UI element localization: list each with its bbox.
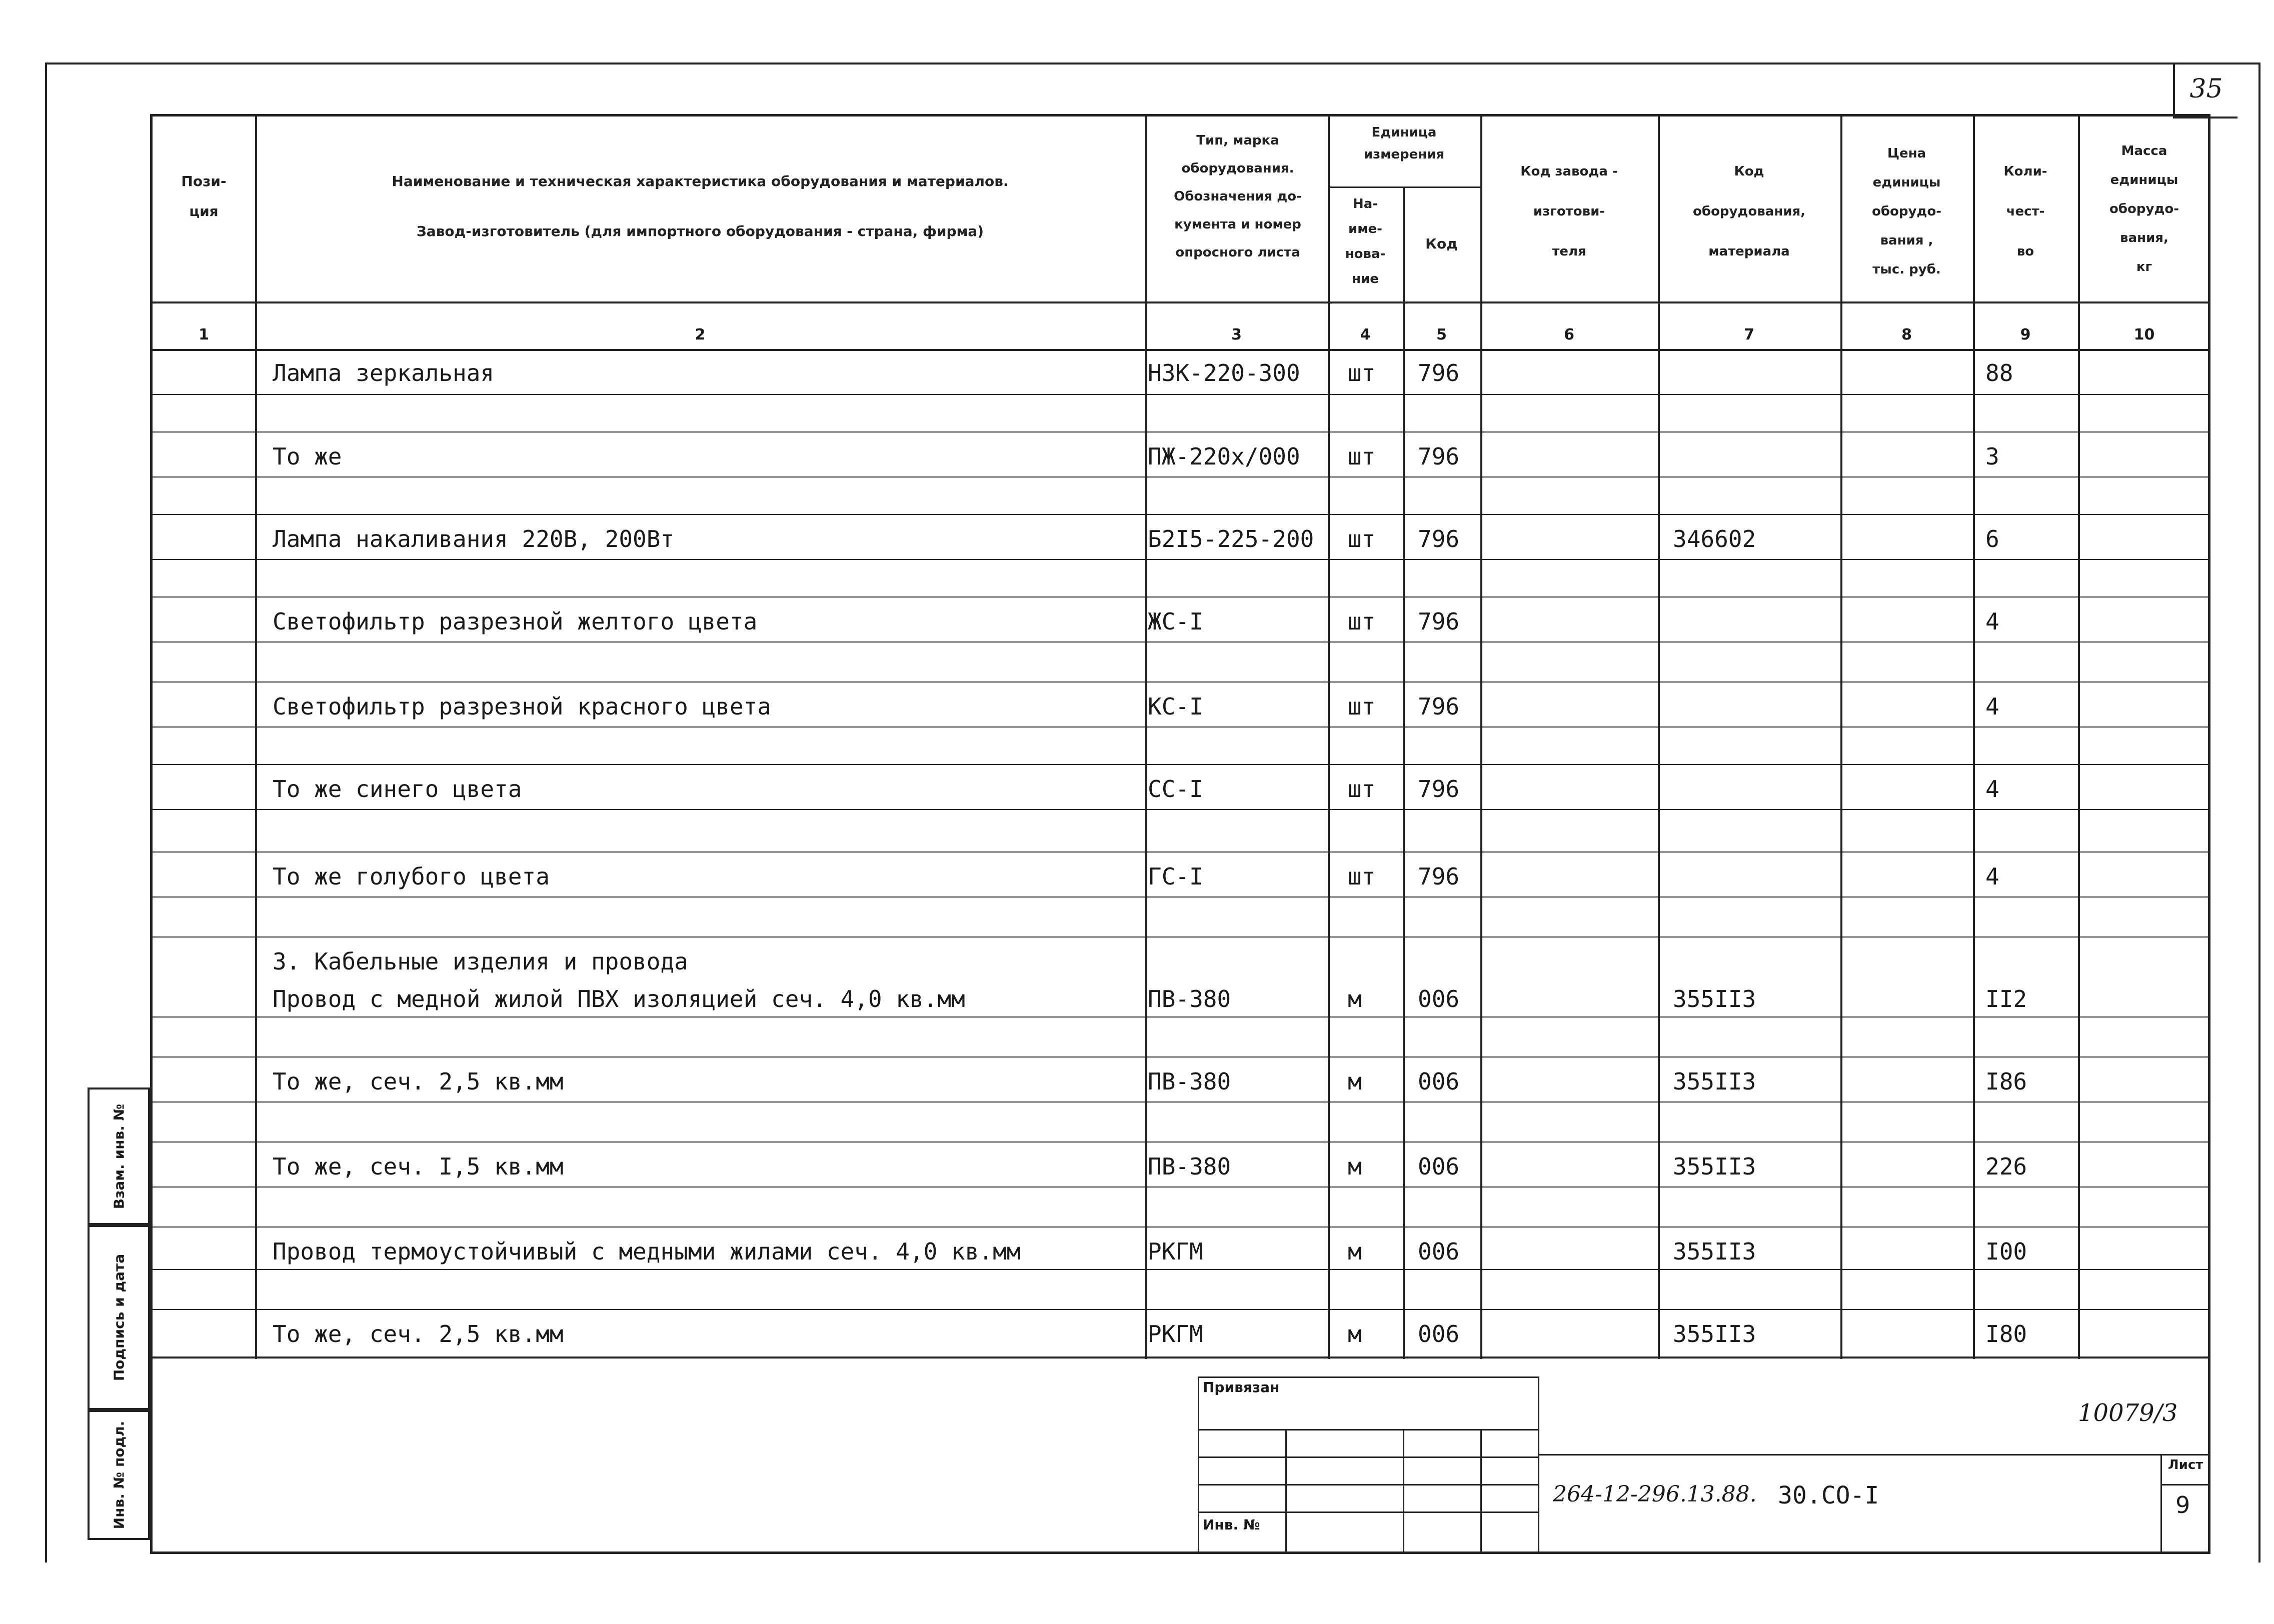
specification-table bbox=[150, 114, 2210, 1554]
header-col5: Код bbox=[1425, 236, 1458, 252]
side-podpis-block bbox=[88, 1225, 150, 1410]
col-number-10: 10 bbox=[2133, 326, 2155, 344]
item-type: ПВ-380 bbox=[1148, 986, 1231, 1012]
item-code: 006 bbox=[1418, 1238, 1460, 1265]
item-name: То же голубого цвета bbox=[273, 863, 550, 890]
header-col3: Тип, марка оборудования. Обозначения до- кумента и номер опросного листа bbox=[1174, 133, 1302, 260]
item-type: РКГМ bbox=[1148, 1320, 1203, 1348]
item-qty: 3 bbox=[1985, 443, 1999, 470]
item-unit: м bbox=[1348, 1320, 1362, 1348]
header-col6: Код завода - изготови- теля bbox=[1520, 164, 1618, 259]
item-name: То же синего цвета bbox=[273, 776, 522, 802]
item-code: 796 bbox=[1418, 608, 1460, 635]
col-number-3: 3 bbox=[1231, 326, 1242, 344]
item-type: ГС-I bbox=[1148, 863, 1203, 890]
item-unit: шт bbox=[1348, 776, 1376, 802]
header-col4: На- име- нова- ние bbox=[1345, 196, 1386, 286]
item-name: Лампа зеркальная bbox=[273, 360, 495, 386]
side-inv-podl-label: Инв. № подл. bbox=[111, 1420, 127, 1530]
col-number-6: 6 bbox=[1564, 326, 1574, 344]
item-unit: шт bbox=[1348, 693, 1376, 720]
item-qty: 4 bbox=[1985, 608, 1999, 635]
stamp-handwritten-no: 10079/3 bbox=[2078, 1399, 2178, 1427]
item-name: То же, сеч. 2,5 кв.мм bbox=[273, 1320, 564, 1348]
side-vzam-block bbox=[88, 1088, 150, 1225]
item-code: 006 bbox=[1418, 1320, 1460, 1348]
header-col1: Пози- ция bbox=[181, 173, 227, 220]
item-unit: шт bbox=[1348, 863, 1376, 890]
item-code: 006 bbox=[1418, 1068, 1460, 1095]
side-inv-podl-block bbox=[88, 1410, 150, 1540]
stamp-inv-no: Инв. № bbox=[1203, 1516, 1260, 1533]
sheet-corner-number: 35 bbox=[2173, 64, 2237, 118]
header-col7: Код оборудования, материала bbox=[1692, 164, 1806, 259]
col-number-1: 1 bbox=[199, 326, 209, 344]
item-name: Провод термоустойчивый с медными жилами сеч. 4,0 кв.мм bbox=[273, 1238, 1021, 1265]
header-col2: Наименование и техническая характеристика оборудования и материалов. Завод-изготовитель (для импортного оборудования - страна, фирма) bbox=[392, 173, 1009, 240]
item-unit: м bbox=[1348, 986, 1362, 1012]
item-name: Светофильтр разрезной желтого цвета bbox=[273, 608, 758, 635]
header-col10: Масса единицы оборудо- вания, кг bbox=[2109, 144, 2179, 274]
item-name: То же, сеч. 2,5 кв.мм bbox=[273, 1068, 564, 1095]
item-type: ПВ-380 bbox=[1148, 1153, 1231, 1180]
item-qty: 4 bbox=[1985, 776, 1999, 802]
stamp-sheet-value: 9 bbox=[2175, 1492, 2190, 1518]
item-qty: 226 bbox=[1985, 1153, 2027, 1180]
item-qty: 88 bbox=[1985, 360, 2013, 386]
item-code: 796 bbox=[1418, 863, 1460, 890]
item-name: Провод с медной жилой ПВХ изоляцией сеч. 4,0 кв.мм bbox=[273, 986, 965, 1012]
item-type: ЖС-I bbox=[1148, 608, 1203, 635]
stamp-sheet-label: Лист bbox=[2168, 1458, 2203, 1472]
col-number-4: 4 bbox=[1360, 326, 1371, 344]
header-col9: Коли- чест- во bbox=[2003, 164, 2047, 259]
stamp-designation: 30.СО-I bbox=[1778, 1482, 1879, 1510]
item-name: Светофильтр разрезной красного цвета bbox=[273, 693, 771, 720]
item-qty: 6 bbox=[1985, 526, 1999, 552]
item-code: 006 bbox=[1418, 986, 1460, 1012]
item-qty: 4 bbox=[1985, 693, 1999, 720]
item-type: НЗК-220-300 bbox=[1148, 360, 1300, 386]
item-unit: шт bbox=[1348, 443, 1376, 470]
item-qty: II2 bbox=[1985, 986, 2027, 1012]
item-code: 796 bbox=[1418, 360, 1460, 386]
col-number-2: 2 bbox=[695, 326, 706, 344]
stamp-designation-handwritten: 264-12-296.13.88. bbox=[1553, 1482, 1757, 1507]
item-type: Б2I5-225-200 bbox=[1148, 526, 1314, 552]
item-qty: I86 bbox=[1985, 1068, 2027, 1095]
col-number-7: 7 bbox=[1744, 326, 1754, 344]
item-material-code: 355II3 bbox=[1673, 1238, 1756, 1265]
item-code: 796 bbox=[1418, 526, 1460, 552]
stamp-privyazan: Привязан bbox=[1203, 1379, 1280, 1396]
header-col45-top: Единица измерения bbox=[1363, 125, 1445, 162]
item-code: 006 bbox=[1418, 1153, 1460, 1180]
item-unit: м bbox=[1348, 1153, 1362, 1180]
item-material-code: 346602 bbox=[1673, 526, 1756, 552]
header-col8: Цена единицы оборудо- вания , тыс. руб. bbox=[1871, 146, 1942, 277]
side-vzam-label: Взам. инв. № bbox=[111, 1104, 127, 1209]
item-material-code: 355II3 bbox=[1673, 1068, 1756, 1095]
item-unit: шт bbox=[1348, 608, 1376, 635]
item-type: ПЖ-220х/000 bbox=[1148, 443, 1300, 470]
item-type: КС-I bbox=[1148, 693, 1203, 720]
item-qty: 4 bbox=[1985, 863, 1999, 890]
item-name: То же, сеч. I,5 кв.мм bbox=[273, 1153, 564, 1180]
item-unit: шт bbox=[1348, 360, 1376, 386]
col-number-9: 9 bbox=[2020, 326, 2031, 344]
item-unit: м bbox=[1348, 1068, 1362, 1095]
item-type: РКГМ bbox=[1148, 1238, 1203, 1265]
item-code: 796 bbox=[1418, 693, 1460, 720]
item-unit: м bbox=[1348, 1238, 1362, 1265]
item-material-code: 355II3 bbox=[1673, 986, 1756, 1012]
item-code: 796 bbox=[1418, 776, 1460, 802]
item-name: Лампа накаливания 220В, 200Вт bbox=[273, 526, 675, 552]
item-type: СС-I bbox=[1148, 776, 1203, 802]
col-number-8: 8 bbox=[1901, 326, 1912, 344]
item-name: 3. Кабельные изделия и провода bbox=[273, 948, 688, 975]
item-type: ПВ-380 bbox=[1148, 1068, 1231, 1095]
item-unit: шт bbox=[1348, 526, 1376, 552]
item-qty: I80 bbox=[1985, 1320, 2027, 1348]
item-name: То же bbox=[273, 443, 342, 470]
item-code: 796 bbox=[1418, 443, 1460, 470]
side-podpis-label: Подпись и дата bbox=[111, 1254, 127, 1382]
item-qty: I00 bbox=[1985, 1238, 2027, 1265]
item-material-code: 355II3 bbox=[1673, 1320, 1756, 1348]
item-material-code: 355II3 bbox=[1673, 1153, 1756, 1180]
col-number-5: 5 bbox=[1436, 326, 1447, 344]
